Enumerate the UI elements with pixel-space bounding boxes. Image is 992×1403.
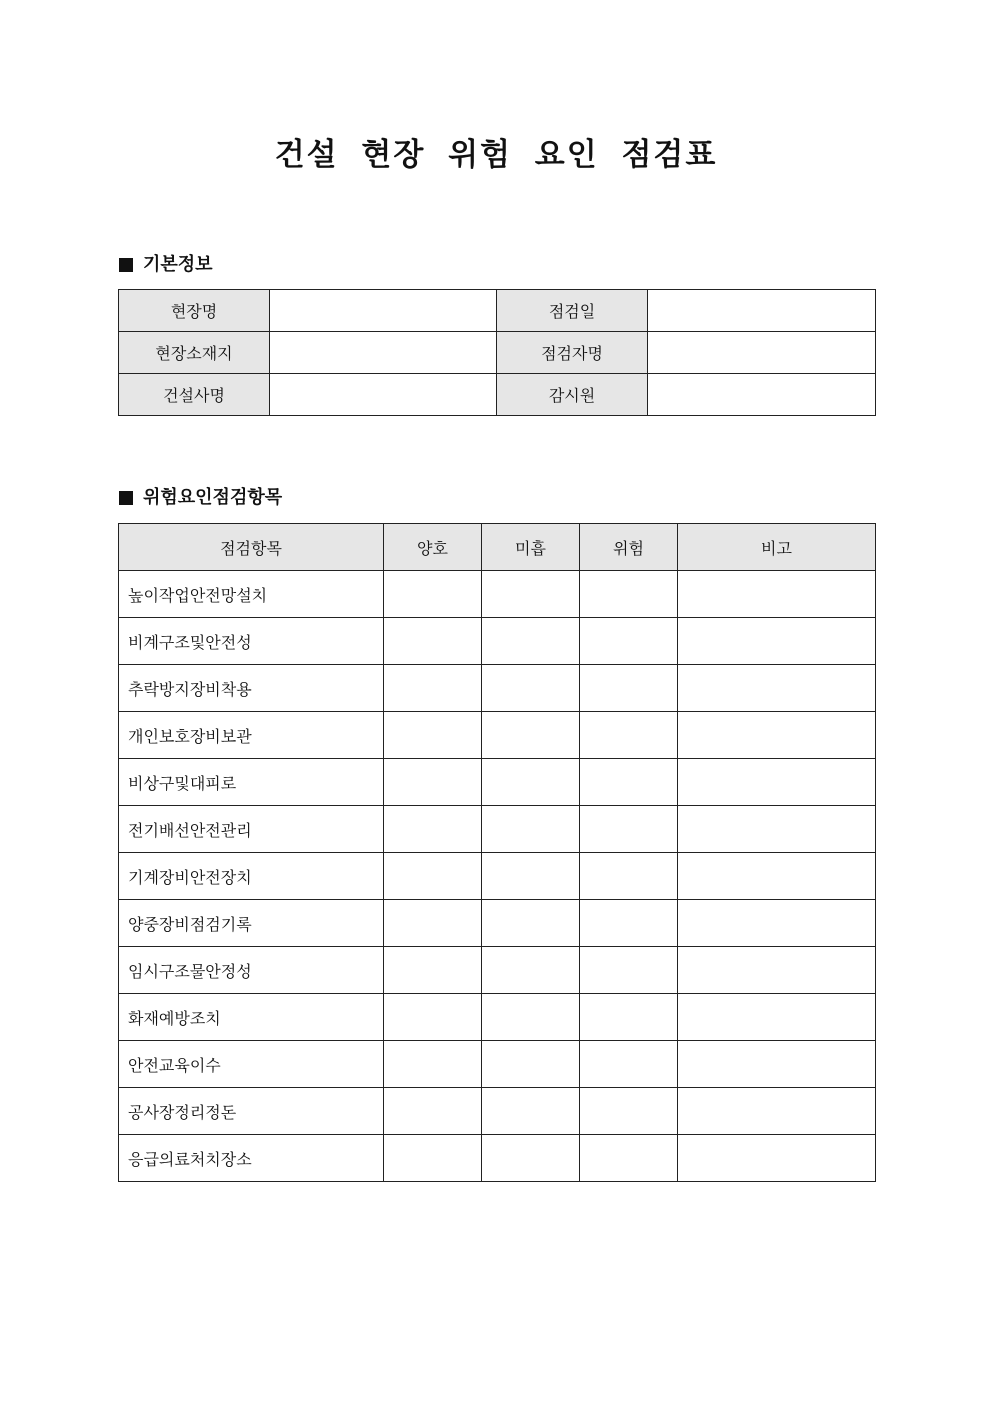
- checklist-item-label: 높이작업안전망설치: [119, 571, 384, 618]
- basic-info-row: [119, 290, 876, 332]
- good-check-cell[interactable]: [384, 712, 482, 759]
- checklist-row: [119, 759, 876, 806]
- checklist-row: [119, 853, 876, 900]
- good-check-cell[interactable]: [384, 853, 482, 900]
- remarks-cell[interactable]: [678, 665, 876, 712]
- good-check-cell[interactable]: [384, 571, 482, 618]
- inspector-name-label: 점검자명: [497, 332, 648, 374]
- site-location-field[interactable]: [270, 332, 497, 374]
- danger-check-cell[interactable]: [580, 853, 678, 900]
- checklist-item-label: 화재예방조치: [119, 994, 384, 1041]
- column-header-remarks: 비고: [678, 524, 876, 571]
- column-header-good: 양호: [384, 524, 482, 571]
- basic-info-row: [119, 374, 876, 416]
- good-check-cell[interactable]: [384, 1088, 482, 1135]
- basic-info-table: [118, 289, 876, 416]
- checklist-item-label: 응급의료처치장소: [119, 1135, 384, 1182]
- site-name-field[interactable]: [270, 290, 497, 332]
- insufficient-check-cell[interactable]: [482, 1041, 580, 1088]
- remarks-cell[interactable]: [678, 571, 876, 618]
- checklist-item-label: 비계구조및안전성: [119, 618, 384, 665]
- remarks-cell[interactable]: [678, 618, 876, 665]
- basic-info-row: [119, 332, 876, 374]
- basic-info-heading: [119, 252, 213, 278]
- document-title: 건설 현장 위험 요인 점검표: [274, 137, 718, 173]
- column-header-insufficient: 미흡: [482, 524, 580, 571]
- insufficient-check-cell[interactable]: [482, 900, 580, 947]
- checklist-row: [119, 806, 876, 853]
- checklist-heading: [119, 485, 282, 511]
- good-check-cell[interactable]: [384, 618, 482, 665]
- checklist-row: [119, 900, 876, 947]
- checklist-table: [118, 523, 876, 1182]
- insufficient-check-cell[interactable]: [482, 1088, 580, 1135]
- checklist-item-label: 양중장비점검기록: [119, 900, 384, 947]
- checklist-row: [119, 665, 876, 712]
- remarks-cell[interactable]: [678, 947, 876, 994]
- checklist-row: [119, 1135, 876, 1182]
- remarks-cell[interactable]: [678, 806, 876, 853]
- danger-check-cell[interactable]: [580, 618, 678, 665]
- square-bullet-icon: [119, 258, 133, 272]
- inspector-name-field[interactable]: [648, 332, 876, 374]
- checklist-row: [119, 1088, 876, 1135]
- remarks-cell[interactable]: [678, 853, 876, 900]
- danger-check-cell[interactable]: [580, 994, 678, 1041]
- good-check-cell[interactable]: [384, 806, 482, 853]
- danger-check-cell[interactable]: [580, 665, 678, 712]
- column-header-danger: 위험: [580, 524, 678, 571]
- supervisor-field[interactable]: [648, 374, 876, 416]
- remarks-cell[interactable]: [678, 1088, 876, 1135]
- danger-check-cell[interactable]: [580, 1135, 678, 1182]
- danger-check-cell[interactable]: [580, 571, 678, 618]
- checklist-item-label: 개인보호장비보관: [119, 712, 384, 759]
- checklist-item-label: 공사장정리정돈: [119, 1088, 384, 1135]
- remarks-cell[interactable]: [678, 712, 876, 759]
- checklist-row: [119, 571, 876, 618]
- danger-check-cell[interactable]: [580, 1088, 678, 1135]
- insufficient-check-cell[interactable]: [482, 994, 580, 1041]
- insufficient-check-cell[interactable]: [482, 759, 580, 806]
- good-check-cell[interactable]: [384, 1135, 482, 1182]
- remarks-cell[interactable]: [678, 759, 876, 806]
- good-check-cell[interactable]: [384, 665, 482, 712]
- checklist-row: [119, 1041, 876, 1088]
- inspection-date-label: 점검일: [497, 290, 648, 332]
- danger-check-cell[interactable]: [580, 900, 678, 947]
- checklist-row: [119, 712, 876, 759]
- checklist-item-label: 비상구및대피로: [119, 759, 384, 806]
- company-name-label: 건설사명: [119, 374, 270, 416]
- good-check-cell[interactable]: [384, 994, 482, 1041]
- insufficient-check-cell[interactable]: [482, 806, 580, 853]
- checklist-item-label: 임시구조물안정성: [119, 947, 384, 994]
- good-check-cell[interactable]: [384, 900, 482, 947]
- checklist-item-label: 기계장비안전장치: [119, 853, 384, 900]
- inspection-date-field[interactable]: [648, 290, 876, 332]
- danger-check-cell[interactable]: [580, 712, 678, 759]
- good-check-cell[interactable]: [384, 1041, 482, 1088]
- good-check-cell[interactable]: [384, 759, 482, 806]
- company-name-field[interactable]: [270, 374, 497, 416]
- insufficient-check-cell[interactable]: [482, 853, 580, 900]
- supervisor-label: 감시원: [497, 374, 648, 416]
- checklist-row: [119, 947, 876, 994]
- remarks-cell[interactable]: [678, 1135, 876, 1182]
- danger-check-cell[interactable]: [580, 759, 678, 806]
- insufficient-check-cell[interactable]: [482, 571, 580, 618]
- checklist-heading-text: 위험요인점검항목: [143, 487, 283, 508]
- insufficient-check-cell[interactable]: [482, 1135, 580, 1182]
- insufficient-check-cell[interactable]: [482, 618, 580, 665]
- insufficient-check-cell[interactable]: [482, 665, 580, 712]
- site-location-label: 현장소재지: [119, 332, 270, 374]
- basic-info-heading-text: 기본정보: [143, 254, 213, 275]
- square-bullet-icon: [119, 491, 133, 505]
- column-header-item: 점검항목: [119, 524, 384, 571]
- danger-check-cell[interactable]: [580, 806, 678, 853]
- remarks-cell[interactable]: [678, 994, 876, 1041]
- checklist-item-label: 전기배선안전관리: [119, 806, 384, 853]
- insufficient-check-cell[interactable]: [482, 947, 580, 994]
- checklist-item-label: 추락방지장비착용: [119, 665, 384, 712]
- insufficient-check-cell[interactable]: [482, 712, 580, 759]
- danger-check-cell[interactable]: [580, 947, 678, 994]
- checklist-item-label: 안전교육이수: [119, 1041, 384, 1088]
- remarks-cell[interactable]: [678, 900, 876, 947]
- remarks-cell[interactable]: [678, 1041, 876, 1088]
- danger-check-cell[interactable]: [580, 1041, 678, 1088]
- checklist-row: [119, 994, 876, 1041]
- checklist-header-row: [119, 524, 876, 571]
- site-name-label: 현장명: [119, 290, 270, 332]
- good-check-cell[interactable]: [384, 947, 482, 994]
- checklist-row: [119, 618, 876, 665]
